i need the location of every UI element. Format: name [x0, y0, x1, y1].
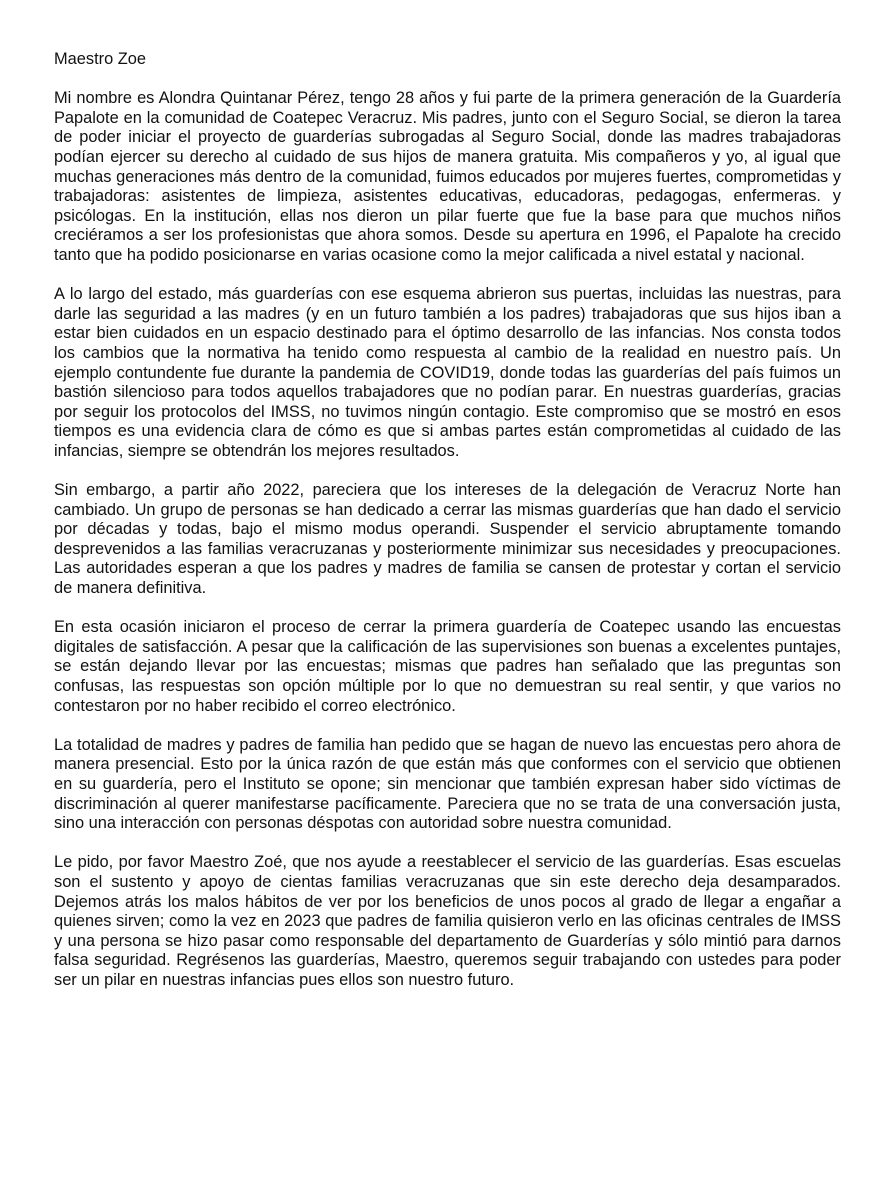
letter-body — [54, 50, 841, 991]
paragraph-surveys: En esta ocasión iniciaron el proceso de cerrar la primera guardería de Coatepec usando las encuestas digitales de satisfacción. A pesar que la calificación de las supervisiones son buenas a excelentes puntajes, se están dejando llevar por las encuestas; mismas que padres han señalado que las preguntas son confusas, las respuestas son opción múltiple por lo que no demuestran su real sentir, y que varios no contestaron por no haber recibido el correo electrónico. — [54, 618, 841, 715]
paragraph-state-history: A lo largo del estado, más guarderías con ese esquema abrieron sus puertas, incluidas las nuestras, para darle las seguridad a las madres (y en un futuro también a los padres) trabajadoras que sus hijos iban a estar bien cuidados en un espacio destinado para el óptimo desarrollo de las infancias. Nos consta todos los cambios que la normativa ha tenido como respuesta al cambio de la realidad en nuestro país. Un ejemplo contundente fue durante la pandemia de COVID19, donde todas las guarderías del país fuimos un bastión silencioso para todos aquellos trabajadores que no podían parar. En nuestras guarderías, gracias por seguir los protocolos del IMSS, no tuvimos ningún contagio. Este compromiso que se mostró en esos tiempos es una evidencia clara de cómo es que si ambas partes están comprometidas al cuidado de las infancias, siempre se obtendrán los mejores resultados. — [54, 285, 841, 460]
paragraph-parents-request: La totalidad de madres y padres de familia han pedido que se hagan de nuevo las encuestas pero ahora de manera presencial. Esto por la única razón de que están más que conformes con el servicio que obtienen en su guardería, pero el Instituto se opone; sin mencionar que también expresan haber sido víctimas de discriminación al querer manifestarse pacíficamente. Pareciera que no se trata de una conversación justa, sino una interacción con personas déspotas con autoridad sobre nuestra comunidad. — [54, 735, 841, 833]
letter-greeting: Maestro Zoe — [54, 50, 147, 68]
paragraph-appeal: Le pido, por favor Maestro Zoé, que nos ayude a reestablecer el servicio de las guarderías. Esas escuelas son el sustento y apoyo de cientas familias veracruzanas que sin este derecho deja desamparados. Dejemos atrás los malos hábitos de ver por los beneficios de unos pocos al grado de llegar a engañar a quienes sirven; como la vez en 2023 que padres de familia quisieron verlo en las oficinas centrales de IMSS y una persona se hizo pasar como responsable del departamento de Guarderías y sólo mintió para darnos falsa seguridad. Regrésenos las guarderías, Maestro, queremos seguir trabajando con ustedes para poder ser un pilar en nuestras infancias pues ellos son nuestro futuro. — [54, 853, 841, 989]
paragraph-closures: Sin embargo, a partir año 2022, pareciera que los intereses de la delegación de Veracruz Norte han cambiado. Un grupo de personas se han dedicado a cerrar las mismas guarderías que han dado el servicio por décadas y todas, bajo el mismo modus operandi. Suspender el servicio abruptamente tomando desprevenidos a las familias veracruzanas y posteriormente minimizar sus necesidades y preocupaciones. Las autoridades esperan a que los padres y madres de familia se cansen de protestar y cortan el servicio de manera definitiva. — [54, 481, 841, 598]
paragraph-origin: Mi nombre es Alondra Quintanar Pérez, tengo 28 años y fui parte de la primera generación de la Guardería Papalote en la comunidad de Coatepec Veracruz. Mis padres, junto con el Seguro Social, se dieron la tarea de poder iniciar el proyecto de guarderías subrogadas al Seguro Social, donde las madres trabajadoras podían ejercer su derecho al cuidado de sus hijos de manera gratuita. Mis compañeros y yo, al igual que muchas generaciones más dentro de la comunidad, fuimos educados por mujeres fuertes, comprometidas y trabajadoras: asistentes de limpieza, asistentes educativas, educadoras, pedagogas, enfermeras. y psicólogas. En la institución, ellas nos dieron un pilar fuerte que fue la base para que muchos niños creciéramos a ser los profesionistas que ahora somos. Desde su apertura en 1996, el Papalote ha crecido tanto que ha podido posicionarse en varias ocasione como la mejor calificada a nivel estatal y nacional. — [54, 89, 841, 264]
